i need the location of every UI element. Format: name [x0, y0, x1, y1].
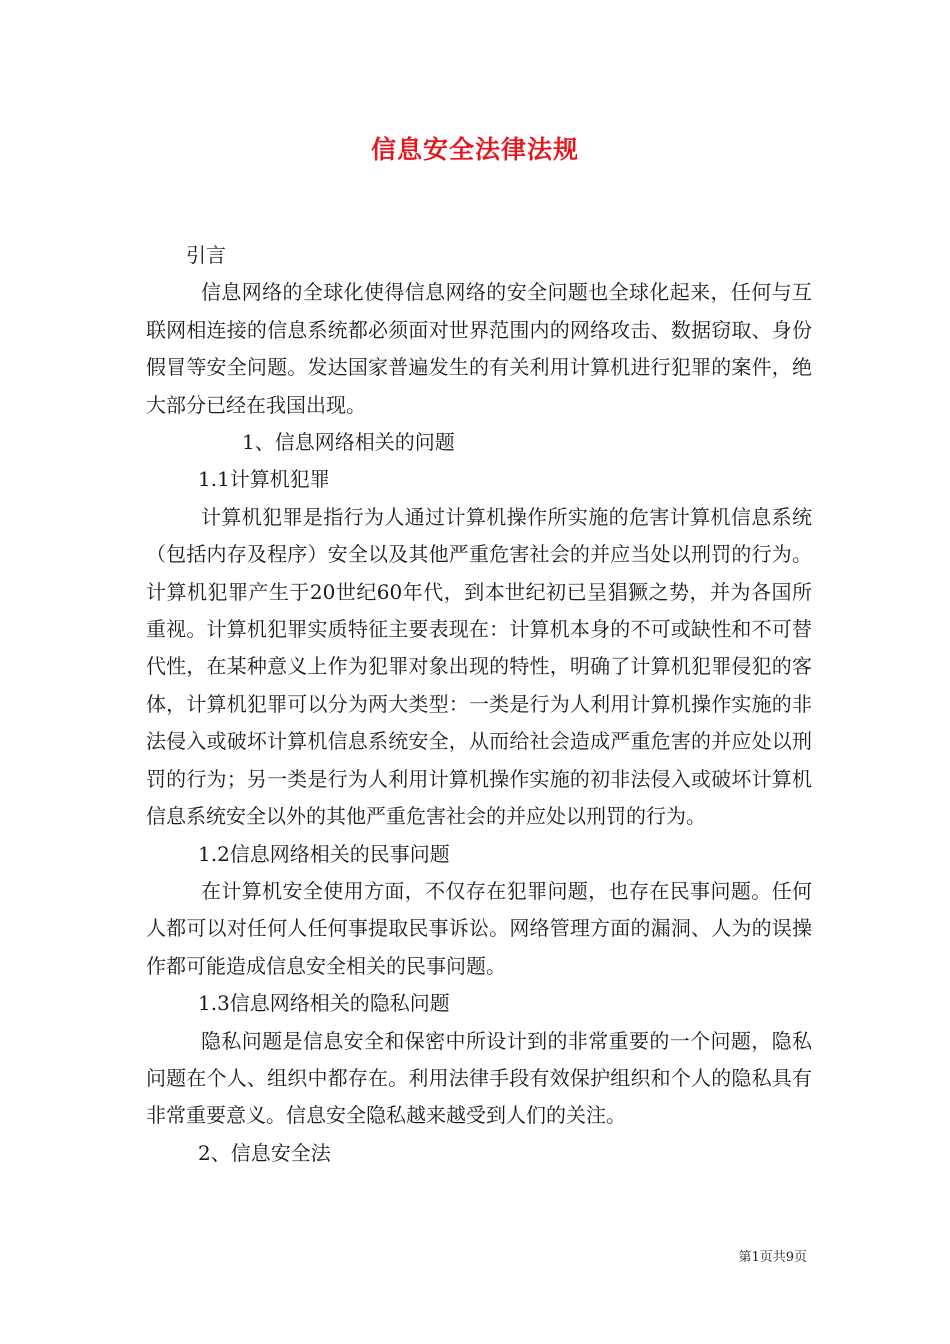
document-body	[146, 237, 812, 1172]
document-title: 信息安全法律法规	[370, 135, 579, 164]
intro-heading: 引言	[186, 243, 226, 267]
section-1-2-heading: 1.2信息网络相关的民事问题	[198, 841, 450, 866]
section-1-3-paragraph: 隐私问题是信息安全和保密中所设计到的非常重要的一个问题，隐私问题在个人、组织中都存在。利用法律手段有效保护组织和个人的隐私具有非常重要意义。信息安全隐私越来越受到人们的关注。	[146, 1028, 812, 1128]
section-2-heading: 2、信息安全法	[198, 1140, 331, 1165]
section-1-heading: 1、信息网络相关的问题	[242, 430, 455, 455]
page-number: 第1页共9页	[738, 1250, 807, 1265]
section-1-1-paragraph: 计算机犯罪是指行为人通过计算机操作所实施的危害计算机信息系统（包括内存及程序）安全以及其他严重危害社会的并应当处以刑罚的行为。计算机犯罪产生于20世纪60年代，到本世纪初已呈猖獗之势，并为各国所重视。计算机犯罪实质特征主要表现在：计算机本身的不可或缺性和不可替代性，在某种意义上作为犯罪对象出现的特性，明确了计算机犯罪侵犯的客体，计算机犯罪可以分为两大类型：一类是行为人利用计算机操作实施的非法侵入或破坏计算机信息系统安全，从而给社会造成严重危害的并应处以刑罚的行为；另一类是行为人利用计算机操作实施的初非法侵入或破坏计算机信息系统安全以外的其他严重危害社会的并应处以刑罚的行为。	[146, 504, 812, 829]
intro-paragraph: 信息网络的全球化使得信息网络的安全问题也全球化起来，任何与互联网相连接的信息系统都必须面对世界范围内的网络攻击、数据窃取、身份假冒等安全问题。发达国家普遍发生的有关利用计算机进行犯罪的案件，绝大部分已经在我国出现。	[146, 280, 812, 417]
section-1-2-paragraph: 在计算机安全使用方面，不仅存在犯罪问题，也存在民事问题。任何人都可以对任何人任何事提取民事诉讼。网络管理方面的漏洞、人为的误操作都可能造成信息安全相关的民事问题。	[146, 878, 812, 978]
section-1-3-heading: 1.3信息网络相关的隐私问题	[198, 991, 450, 1016]
section-1-1-heading: 1.1计算机犯罪	[198, 467, 330, 492]
